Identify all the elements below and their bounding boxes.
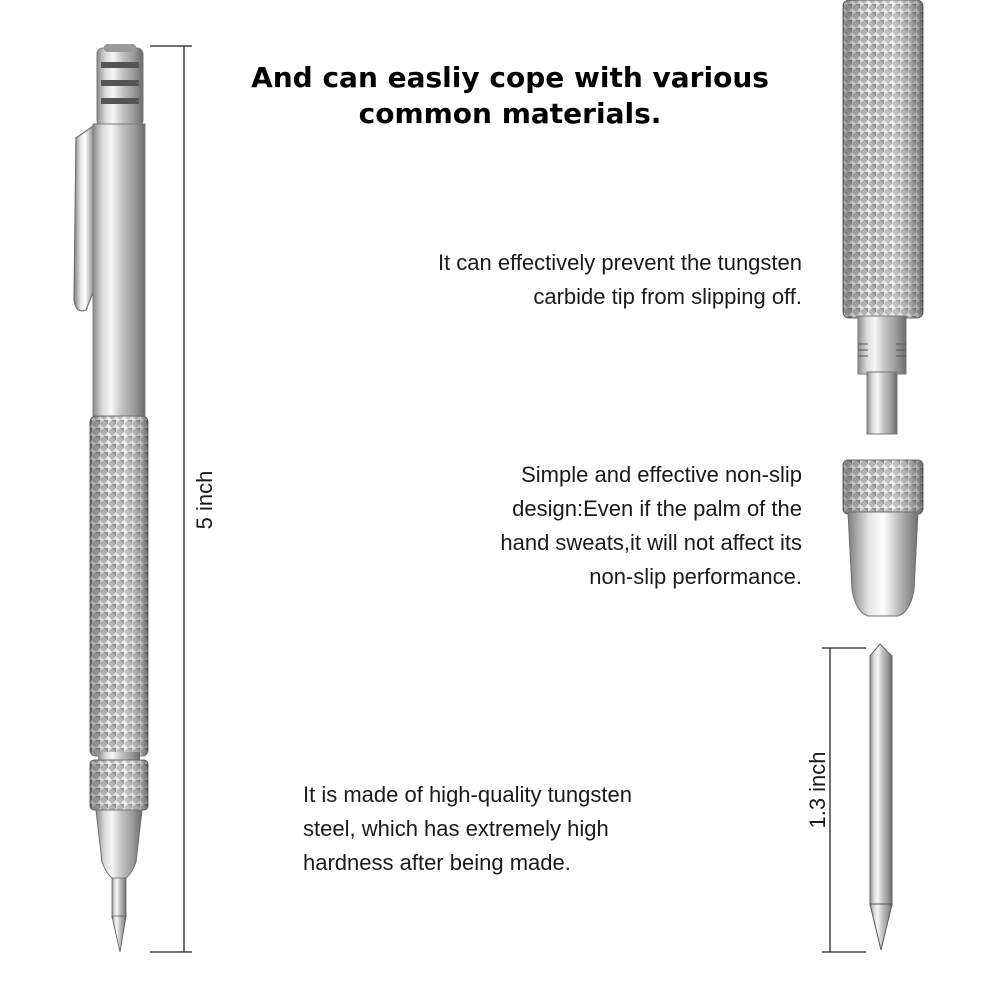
knurled-grip (90, 416, 148, 756)
carbide-tip (112, 916, 126, 952)
callout-line: Simple and effective non-slip (521, 462, 802, 487)
headline (230, 60, 790, 132)
callout-nonslip-design (446, 458, 802, 594)
tip-length-label: 1.3 inch (805, 751, 830, 829)
callout-line: hand sweats,it will not affect its (500, 530, 802, 555)
callout-line: design:Even if the palm of the (512, 496, 802, 521)
callout-line: steel, which has extremely high (303, 816, 609, 841)
barrel (93, 124, 145, 420)
tip-detail (870, 644, 892, 950)
callout-line: It is made of high-quality tungsten (303, 782, 632, 807)
callout-line: hardness after being made. (303, 850, 571, 875)
headline-line-1: And can easliy cope with various (251, 61, 769, 94)
nose-cone (96, 810, 142, 880)
scriber-full (74, 44, 148, 952)
knurled-collar (90, 760, 148, 810)
cap-end (97, 44, 143, 126)
handle-detail (843, 0, 923, 434)
callout-line: It can effectively prevent the tungsten (437, 250, 802, 275)
callout-line: non-slip performance. (589, 564, 802, 589)
callout-anti-slip (330, 246, 802, 314)
collar-detail (843, 460, 923, 616)
dimension-line-overall (150, 46, 192, 952)
callout-material (303, 778, 708, 880)
headline-line-2: common materials. (358, 97, 662, 130)
callout-line: carbide tip from slipping off. (533, 284, 802, 309)
overall-length-label: 5 inch (192, 470, 217, 530)
